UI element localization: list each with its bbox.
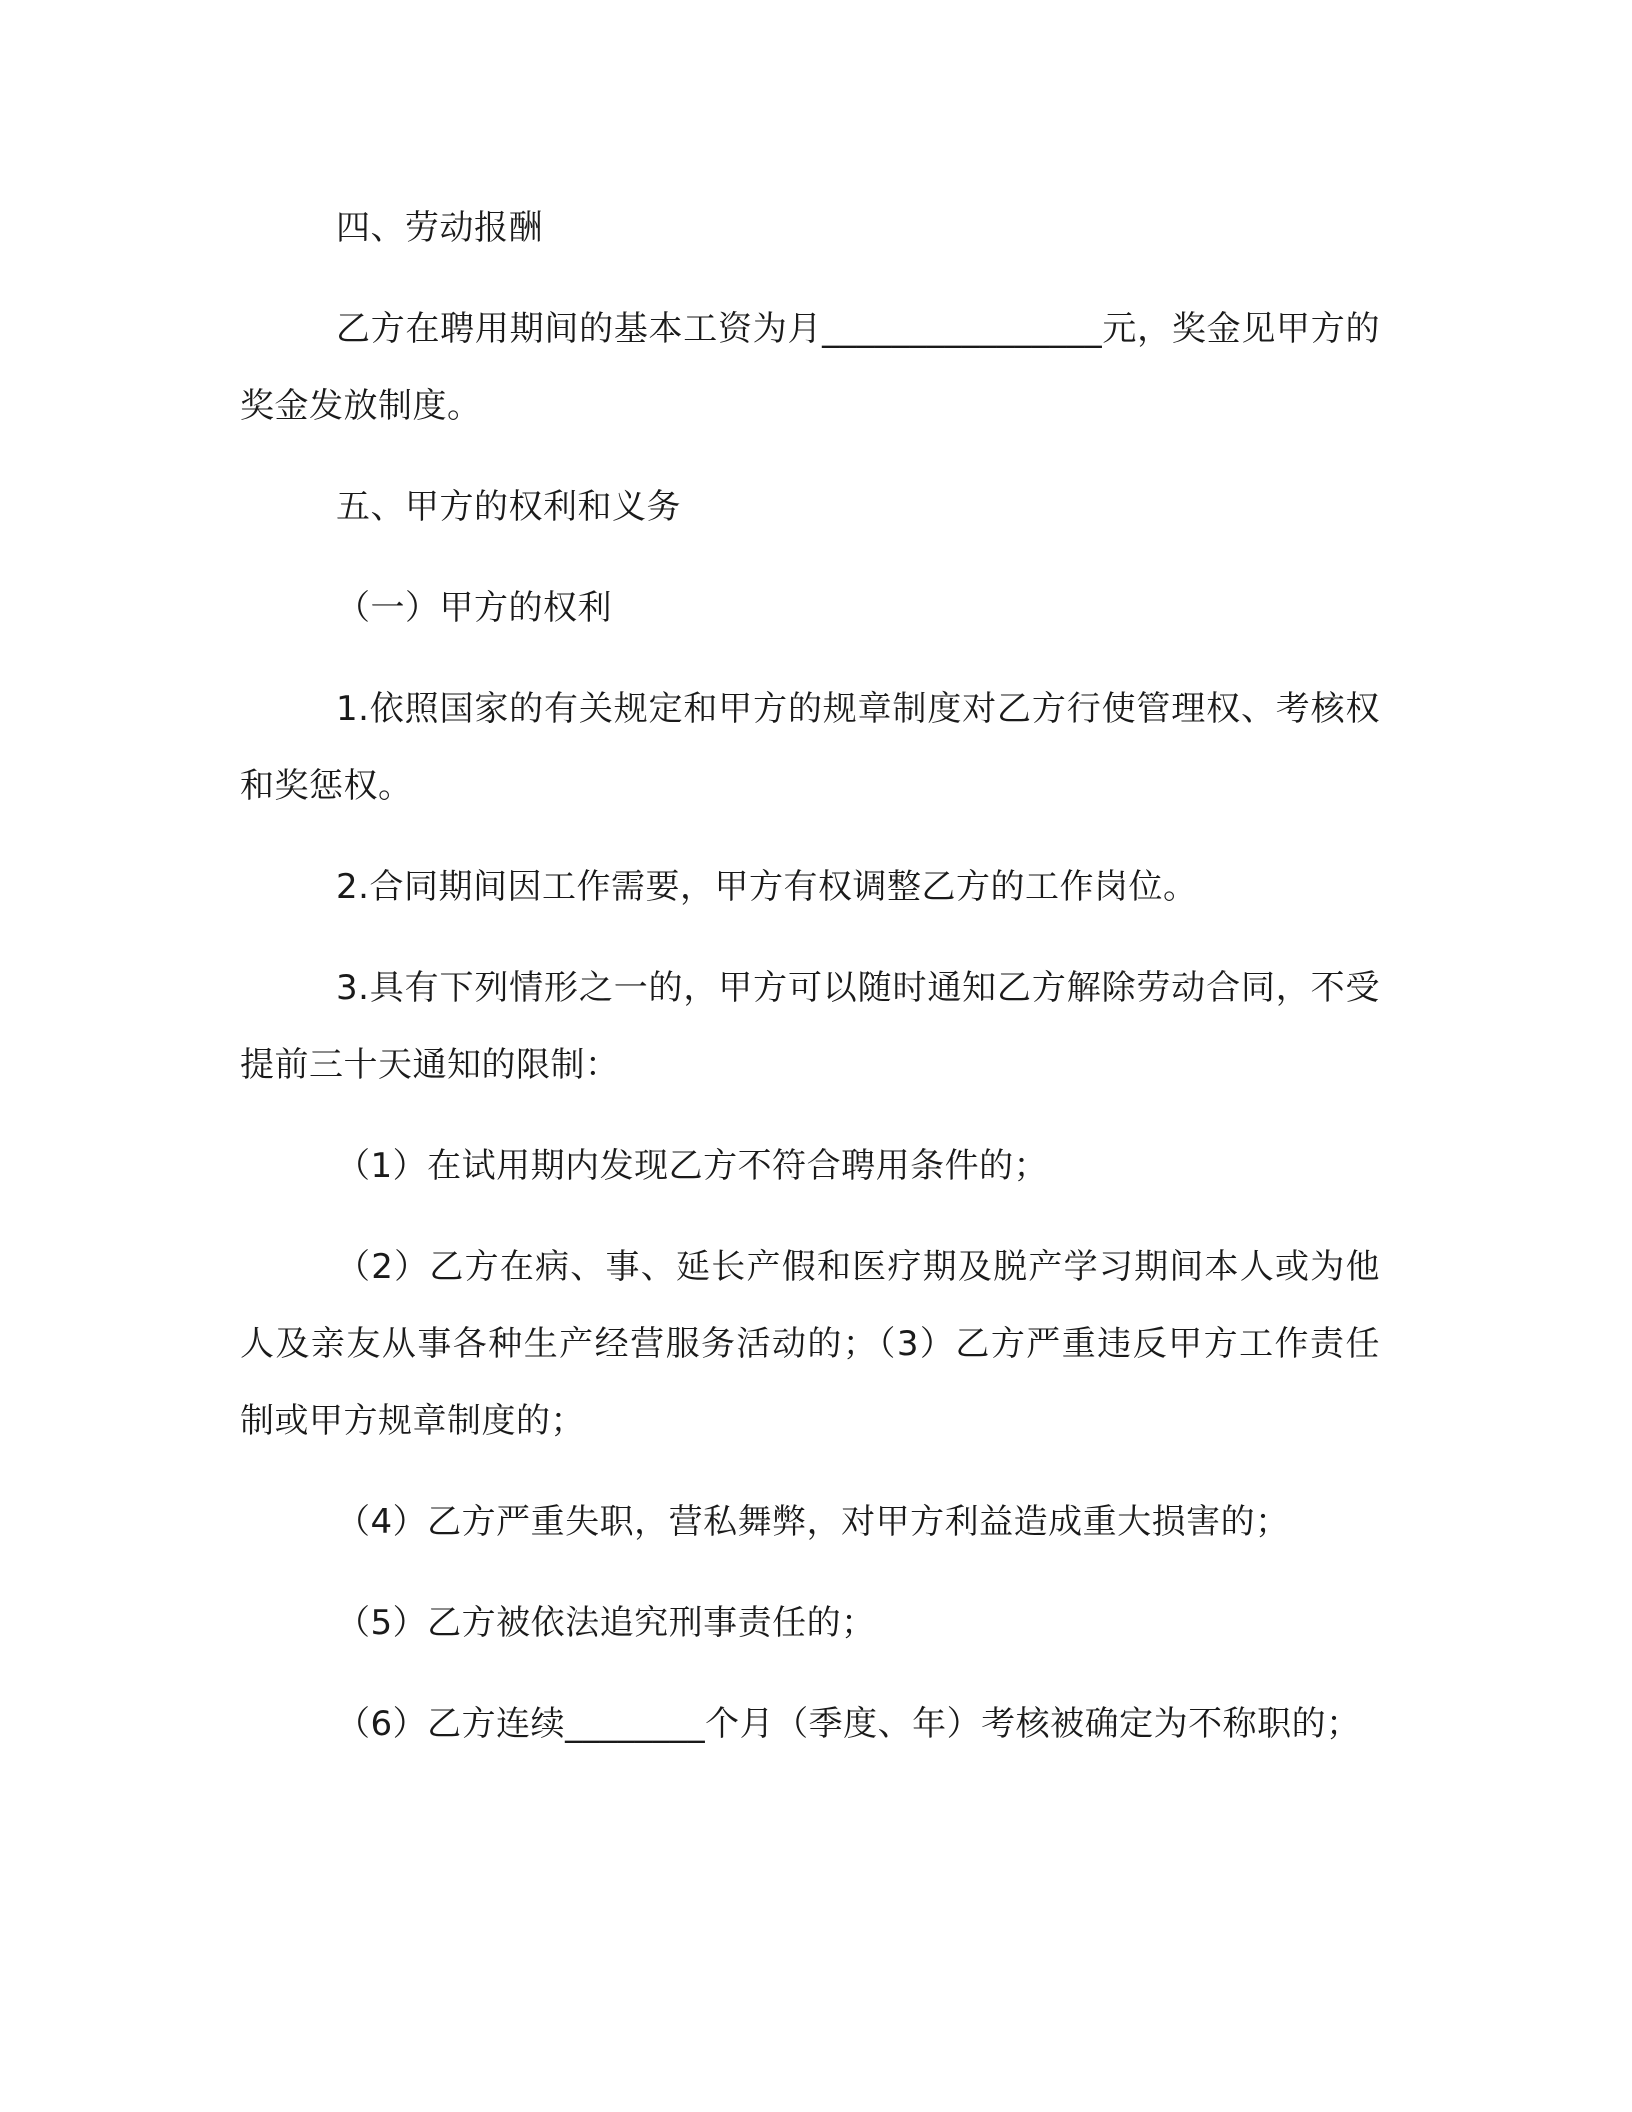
condition-6-unqualified-assessment: （6）乙方连续________个月（季度、年）考核被确定为不称职的； bbox=[336, 1704, 1361, 1744]
document-body bbox=[240, 190, 1380, 1787]
condition-2-3-leave-and-violations: （2）乙方在病、事、延长产假和医疗期及脱产学习期间本人或为他人及亲友从事各种生产经营服务活动的；（3）乙方严重违反甲方工作责任制或甲方规章制度的； bbox=[240, 1247, 1380, 1441]
condition-5-criminal-liability: （5）乙方被依法追究刑事责任的； bbox=[336, 1603, 876, 1643]
section-heading-labor-remuneration: 四、劳动报酬 bbox=[336, 208, 543, 248]
clause-1-management-rights: 1.依照国家的有关规定和甲方的规章制度对乙方行使管理权、考核权和奖惩权。 bbox=[240, 689, 1380, 806]
clause-3-termination-conditions: 3.具有下列情形之一的，甲方可以随时通知乙方解除劳动合同，不受提前三十天通知的限制： bbox=[240, 968, 1380, 1085]
section-heading-party-a-rights-obligations: 五、甲方的权利和义务 bbox=[336, 487, 681, 527]
clause-2-adjust-position: 2.合同期间因工作需要，甲方有权调整乙方的工作岗位。 bbox=[336, 867, 1198, 907]
subsection-heading-party-a-rights: （一）甲方的权利 bbox=[336, 588, 612, 628]
condition-4-dereliction: （4）乙方严重失职，营私舞弊，对甲方利益造成重大损害的； bbox=[336, 1502, 1290, 1542]
paragraph-basic-salary: 乙方在聘用期间的基本工资为月________________元，奖金见甲方的奖金发放制度。 bbox=[240, 309, 1380, 426]
condition-1-probation: （1）在试用期内发现乙方不符合聘用条件的； bbox=[336, 1146, 1049, 1186]
